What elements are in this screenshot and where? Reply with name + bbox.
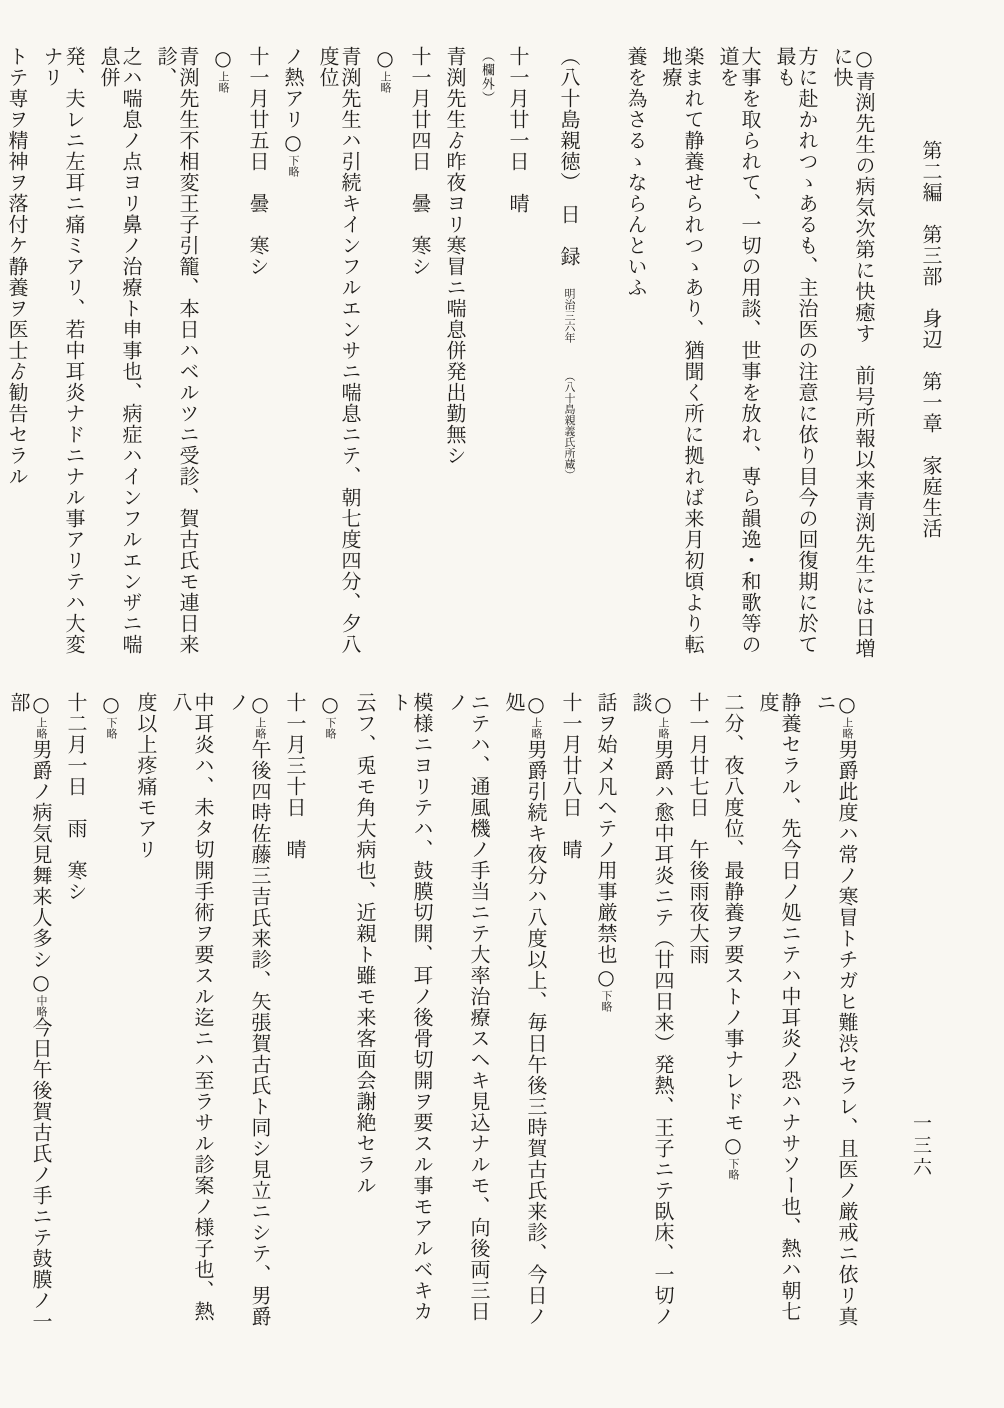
column-text: 十一月廿一日 晴 bbox=[506, 46, 530, 214]
text-column bbox=[444, 46, 466, 666]
column-text: 方に赴かれつゝあるも、主治医の注意に依り目今の回復期に於て最も bbox=[773, 46, 819, 655]
column-text: 午後四時佐藤三吉氏来診、矢張賀古氏ト同シ見立ニシテ、男爵ノ bbox=[226, 692, 272, 1327]
text-column bbox=[717, 46, 761, 666]
text-column bbox=[227, 692, 271, 1342]
column-text: （八十島親徳） 日 録 bbox=[557, 46, 581, 288]
source-title-column bbox=[558, 46, 580, 666]
column-text: ○青渕先生の病気次第に快癒す 前号所報以来青渕先生には日増に快 bbox=[830, 46, 876, 659]
text-column bbox=[446, 692, 490, 1342]
column-text: 云フ、兎モ角大病也、近親ト雖モ来客面会謝絶セラル bbox=[353, 692, 377, 1196]
text-column bbox=[660, 46, 704, 666]
small-annotation: 明治三六年 （八十島親義氏所蔵） bbox=[563, 288, 576, 481]
column-text: ○ bbox=[211, 46, 235, 71]
text-column bbox=[282, 46, 304, 666]
text-column bbox=[317, 46, 361, 666]
small-annotation: 上略 bbox=[530, 717, 543, 739]
column-text: 模様ニヨリテハ、鼓膜切開、耳ノ後骨切開ヲ要スル事モアルベキカト bbox=[388, 692, 434, 1322]
date-line bbox=[284, 692, 306, 1342]
column-text: 楽まれて静養せられつゝあり、猶聞く所に拠れば来月初頃より転地療 bbox=[659, 46, 705, 655]
text-column bbox=[155, 46, 199, 666]
column-text: 大事を取られて、一切の用談、世事を放れ、専ら韻逸・和歌等の道を bbox=[716, 46, 762, 655]
small-annotation: 上略 bbox=[379, 71, 392, 93]
text-column bbox=[98, 46, 142, 666]
column-text: 十一月三十日 晴 bbox=[283, 692, 307, 860]
column-text: （欄外） bbox=[479, 49, 494, 105]
column-text: 青渕先生ゟ昨夜ヨリ寒冒ニ喘息併発出勤無シ bbox=[443, 46, 467, 466]
column-text: 二分、夜八度位、最静養ヲ要ストノ事ナレドモ○ bbox=[721, 692, 745, 1158]
column-text: 発、夫レニ左耳ニ痛ミアリ、若中耳炎ナドニナル事アリテハ大変ナリ bbox=[40, 46, 86, 655]
column-text: ニテハ、通風機ノ手当ニテ大率治療スヘキ見込ナルモ、向後両三日ノ bbox=[445, 692, 491, 1322]
text-column bbox=[389, 692, 433, 1342]
omission-mark bbox=[374, 46, 396, 666]
text-column bbox=[595, 692, 617, 1342]
column-text: ○ bbox=[29, 692, 53, 717]
margin-note bbox=[479, 46, 494, 669]
column-text: ノ熱アリ○ bbox=[281, 46, 305, 155]
column-text: 話ヲ始メ凡ヘテノ用事厳禁也○ bbox=[594, 692, 618, 990]
text-column bbox=[354, 692, 376, 1342]
text-column bbox=[8, 692, 52, 1342]
text-column bbox=[757, 692, 801, 1342]
date-line bbox=[409, 46, 431, 666]
small-annotation: 上略 bbox=[35, 717, 48, 739]
omission-mark bbox=[212, 46, 234, 666]
date-line bbox=[247, 46, 269, 666]
diary-top-block bbox=[0, 46, 942, 666]
column-text: 十一月廿四日 曇 寒シ bbox=[408, 46, 432, 277]
column-text: 青渕先生不相変王子引籠、本日ハベルツニ受診、賀古氏モ連日来診、 bbox=[154, 46, 200, 655]
column-text: ○ bbox=[524, 692, 548, 717]
column-text: 十一月廿七日 午後雨夜大雨 bbox=[686, 692, 710, 965]
small-annotation: 下略 bbox=[105, 717, 118, 739]
text-column bbox=[722, 692, 744, 1342]
column-text: 男爵ノ病気見舞来人多シ○ bbox=[29, 739, 53, 995]
column-text: 男爵此度ハ常ノ寒冒トチガヒ難渋セラレ、且医ノ厳戒ニ依リ真ニ bbox=[813, 692, 859, 1327]
small-annotation: 上略 bbox=[217, 71, 230, 93]
column-text: ○ bbox=[373, 46, 397, 71]
text-column bbox=[814, 692, 858, 1342]
text-column bbox=[630, 692, 674, 1342]
text-column bbox=[170, 692, 214, 1342]
omission-mark bbox=[100, 692, 122, 1342]
date-line bbox=[560, 692, 582, 1342]
text-column bbox=[135, 692, 157, 1342]
column-text: ○ bbox=[248, 692, 272, 717]
small-annotation: 下略 bbox=[600, 990, 613, 1012]
small-annotation: 下略 bbox=[727, 1158, 740, 1180]
text-column bbox=[41, 46, 85, 666]
column-text: 度以上疼痛モアリ bbox=[134, 692, 158, 860]
text-column bbox=[625, 46, 647, 666]
column-text: 中耳炎ハ、未タ切開手術ヲ要スル迄ニハ至ラサル診案ノ様子也、熱八 bbox=[169, 692, 215, 1322]
text-column bbox=[774, 46, 818, 666]
small-annotation: 中略 bbox=[35, 995, 48, 1017]
page-number: 一三六 bbox=[910, 1113, 932, 1179]
column-text: 男爵ハ愈中耳炎ニテ（廿四日来）発熱、王子ニテ臥床、一切ノ談 bbox=[629, 692, 675, 1327]
text-column bbox=[503, 692, 547, 1342]
column-text: 男爵引続キ夜分ハ八度以上、毎日午後三時賀古氏来診、今日ノ処 bbox=[502, 692, 548, 1327]
column-text: 之ハ喘息ノ点ヨリ鼻ノ治療ト申事也、病症ハインフルエンザニ喘息併 bbox=[97, 46, 143, 655]
omission-mark bbox=[319, 692, 341, 1342]
column-text: 青渕先生ハ引続キインフルエンサニ喘息ニテ、朝七度四分、夕八度位 bbox=[316, 46, 362, 655]
diary-bottom-block bbox=[0, 692, 858, 1342]
date-line bbox=[507, 46, 529, 666]
column-text: ○ bbox=[835, 692, 859, 717]
column-text: 第二編 第三部 身辺 第一章 家庭生活 bbox=[919, 140, 943, 539]
column-text: 静養セラル、先今日ノ処ニテハ中耳炎ノ恐ハナサソー也、熱ハ朝七度 bbox=[756, 692, 802, 1322]
small-annotation: 上略 bbox=[657, 717, 670, 739]
small-annotation: 下略 bbox=[287, 155, 300, 177]
column-text: 養を為さるゝならんといふ bbox=[624, 46, 648, 298]
column-text: ○ bbox=[99, 692, 123, 717]
column-text: ○ bbox=[651, 692, 675, 717]
date-line bbox=[65, 692, 87, 1342]
column-text: トテ専ヲ精神ヲ落付ケ静養ヲ医士ゟ勧告セラル bbox=[5, 46, 29, 487]
text-column bbox=[831, 46, 875, 666]
date-line bbox=[687, 692, 709, 1342]
small-annotation: 上略 bbox=[254, 717, 267, 739]
column-text: 今日午後賀古氏ノ手ニテ鼓膜ノ一部 bbox=[7, 692, 53, 1332]
column-text: 十一月廿五日 曇 寒シ bbox=[246, 46, 270, 277]
small-annotation: 上略 bbox=[841, 717, 854, 739]
running-head bbox=[920, 46, 942, 760]
column-text: 十一月廿八日 晴 bbox=[559, 692, 583, 860]
column-text: 十二月一日 雨 寒シ bbox=[64, 692, 88, 902]
small-annotation: 下略 bbox=[324, 717, 337, 739]
column-text: ○ bbox=[318, 692, 342, 717]
text-column bbox=[6, 46, 28, 666]
